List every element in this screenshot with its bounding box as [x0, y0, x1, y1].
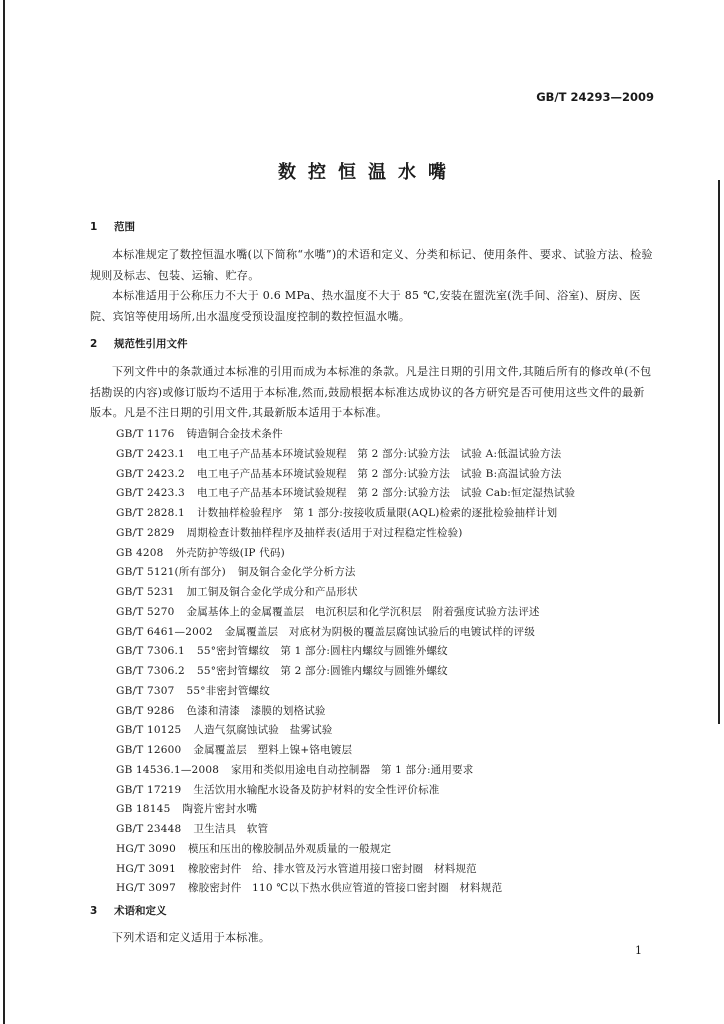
page-number: 1 — [635, 944, 642, 957]
reference-title: 金属覆盖层 对底材为阴极的覆盖层腐蚀试验后的电镀试样的评级 — [224, 625, 536, 638]
reference-code: GB/T 7306.2 — [116, 665, 185, 677]
reference-code: HG/T 3097 — [116, 882, 176, 895]
reference-item — [116, 662, 661, 682]
reference-code: GB/T 2423.1 — [116, 447, 185, 460]
reference-title: 周期检查计数抽样程序及抽样表(适用于对过程稳定性检验) — [186, 526, 463, 539]
section-1-paragraph-1: 本标准规定了数控恒温水嘴(以下简称“水嘴”)的术语和定义、分类和标记、使用条件、要求、试验方法、检验规则及标志、包装、运输、贮存。 — [90, 248, 653, 282]
reference-item — [116, 445, 661, 465]
scan-edge-left — [3, 0, 5, 1024]
reference-title: 生活饮用水输配水设备及防护材料的安全性评价标准 — [193, 783, 440, 796]
reference-item — [116, 425, 661, 445]
reference-code: GB/T 23448 — [116, 823, 182, 835]
reference-title: 铸造铜合金技术条件 — [186, 428, 283, 440]
section-title: 规范性引用文件 — [114, 338, 188, 350]
reference-title: 电工电子产品基本环境试验规程 第 2 部分:试验方法 试验 A:低温试验方法 — [196, 447, 562, 460]
reference-title: 电工电子产品基本环境试验规程 第 2 部分:试验方法 试验 B:高温试验方法 — [196, 467, 562, 480]
reference-item — [116, 800, 661, 820]
normative-references-list — [116, 425, 661, 899]
reference-item — [116, 702, 661, 722]
reference-item — [116, 761, 661, 781]
reference-code: GB/T 17219 — [116, 783, 182, 796]
reference-title: 铜及铜合金化学分析方法 — [237, 566, 356, 579]
reference-title: 家用和类似用途电自动控制器 第 1 部分:通用要求 — [231, 763, 474, 776]
reference-code: GB/T 7307 — [116, 684, 175, 697]
reference-code: GB/T 6461—2002 — [116, 625, 213, 638]
reference-item — [116, 741, 661, 761]
reference-code: GB 18145 — [116, 803, 171, 816]
section-number: 1 — [90, 221, 98, 233]
section-number: 3 — [90, 905, 98, 917]
standard-number: GB/T 24293—2009 — [536, 90, 654, 104]
section-number: 2 — [90, 338, 98, 350]
reference-title: 55°密封管螺纹 第 2 部分:圆锥内螺纹与圆锥外螺纹 — [196, 665, 448, 677]
reference-title: 陶瓷片密封水嘴 — [182, 803, 258, 816]
reference-title: 色漆和清漆 漆膜的划格试验 — [186, 704, 326, 717]
reference-code: HG/T 3091 — [116, 862, 176, 875]
reference-title: 加工铜及铜合金化学成分和产品形状 — [186, 586, 358, 598]
section-2-heading — [90, 336, 188, 351]
reference-item — [116, 603, 661, 623]
reference-code: GB/T 5121(所有部分) — [116, 566, 226, 579]
section-1-paragraph-2: 本标准适用于公称压力不大于 0.6 MPa、热水温度不大于 85 ℃,安装在盥洗室(洗手间、浴室)、厨房、医院、宾馆等使用场所,出水温度受预设温度控制的数控恒温水嘴。 — [90, 289, 641, 323]
section-1-heading — [90, 219, 135, 234]
reference-code: GB/T 9286 — [116, 704, 175, 717]
reference-code: HG/T 3090 — [116, 842, 176, 855]
reference-item — [116, 721, 661, 741]
reference-title: 金属基体上的金属覆盖层 电沉积层和化学沉积层 附着强度试验方法评述 — [186, 605, 540, 618]
reference-item — [116, 484, 661, 504]
section-title: 术语和定义 — [114, 905, 167, 917]
section-title: 范围 — [114, 221, 135, 233]
section-3-intro: 下列术语和定义适用于本标准。 — [112, 931, 271, 944]
reference-item — [116, 544, 661, 564]
reference-title: 模压和压出的橡胶制品外观质量的一般规定 — [187, 842, 392, 855]
reference-code: GB/T 7306.1 — [116, 645, 185, 658]
reference-item — [116, 623, 661, 643]
reference-title: 电工电子产品基本环境试验规程 第 2 部分:试验方法 试验 Cab:恒定湿热试验 — [196, 487, 576, 500]
reference-code: GB 14536.1—2008 — [116, 763, 220, 776]
reference-title: 计数抽样检验程序 第 1 部分:按接收质量限(AQL)检索的逐批检验抽样计划 — [196, 507, 558, 519]
reference-title: 55°密封管螺纹 第 1 部分:圆柱内螺纹与圆锥外螺纹 — [196, 645, 448, 658]
reference-code: GB/T 10125 — [116, 724, 182, 737]
reference-item — [116, 820, 661, 840]
reference-code: GB/T 5231 — [116, 586, 175, 598]
section-2-intro: 下列文件中的条款通过本标准的引用而成为本标准的条款。凡是注日期的引用文件,其随后所有的修改单(不包括勘误的内容)或修订版均不适用于本标准,然而,鼓励根据本标准达成协议的各方研究是否可使用这些文件的最新版本。凡是不注日期的引用文件,其最新版本适用于本标准。 — [90, 365, 652, 419]
reference-title: 55°非密封管螺纹 — [186, 684, 270, 697]
reference-item — [116, 563, 661, 583]
reference-code: GB/T 2423.3 — [116, 487, 185, 500]
reference-code: GB/T 2423.2 — [116, 467, 185, 480]
reference-item — [116, 781, 661, 801]
reference-item — [116, 840, 661, 860]
reference-item — [116, 860, 661, 880]
reference-code: GB/T 1176 — [116, 428, 175, 440]
reference-item — [116, 504, 661, 524]
reference-title: 金属覆盖层 塑料上镍+铬电镀层 — [193, 744, 353, 756]
reference-code: GB/T 12600 — [116, 744, 182, 756]
document-title: 数控恒温水嘴 — [278, 162, 458, 183]
reference-item — [116, 583, 661, 603]
reference-title: 外壳防护等级(IP 代码) — [175, 546, 285, 559]
reference-title: 橡胶密封件 110 ℃以下热水供应管道的管接口密封圈 材料规范 — [187, 882, 503, 895]
reference-code: GB/T 2829 — [116, 526, 175, 539]
reference-item — [116, 682, 661, 702]
reference-code: GB/T 2828.1 — [116, 507, 185, 519]
reference-item — [116, 465, 661, 485]
reference-code: GB/T 5270 — [116, 605, 175, 618]
reference-title: 橡胶密封件 给、排水管及污水管道用接口密封圈 材料规范 — [187, 862, 477, 875]
reference-item — [116, 524, 661, 544]
reference-item — [116, 642, 661, 662]
reference-code: GB 4208 — [116, 546, 164, 559]
reference-title: 卫生洁具 软管 — [193, 823, 269, 835]
section-3-heading — [90, 903, 167, 918]
scan-edge-right — [718, 180, 720, 724]
reference-title: 人造气氛腐蚀试验 盐雾试验 — [193, 724, 333, 737]
reference-item — [116, 879, 661, 899]
